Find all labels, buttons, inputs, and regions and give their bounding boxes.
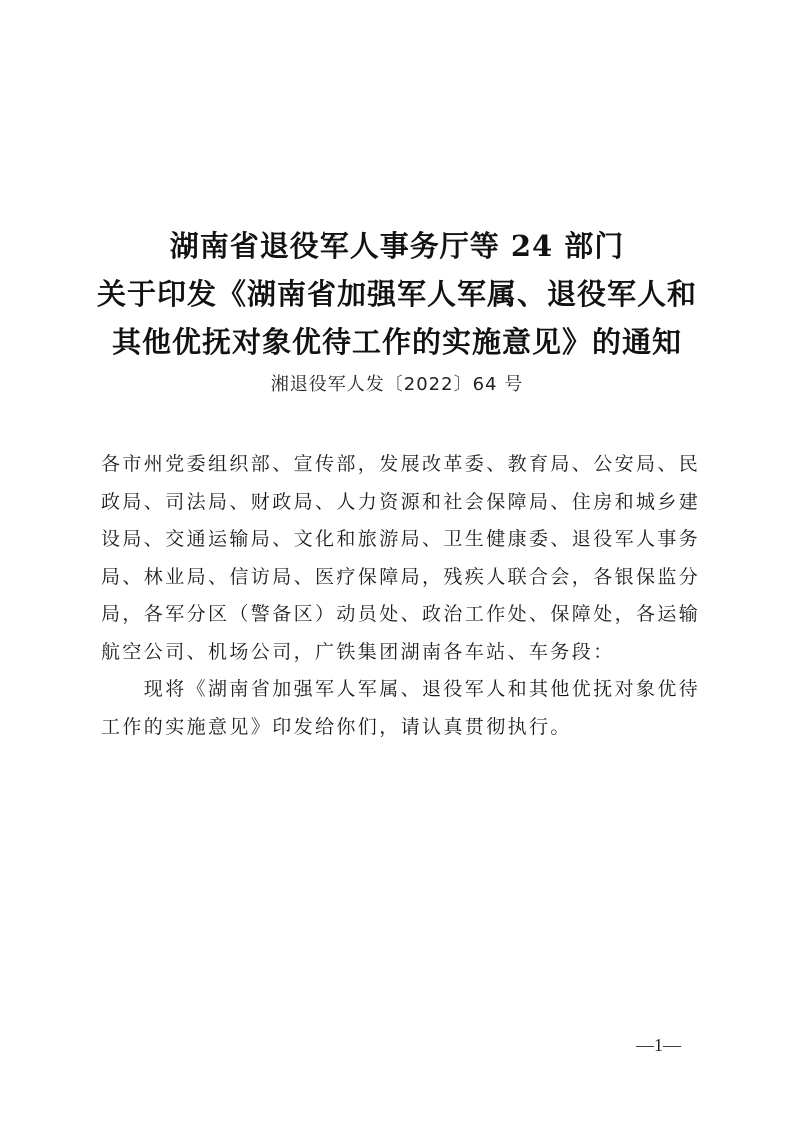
body-line-5: 局，各军分区（警备区）动员处、政治工作处、保障处，各运输	[101, 603, 701, 625]
title-line-3: 其他优抚对象优待工作的实施意见》的通知	[111, 325, 682, 359]
body-line-6: 航空公司、机场公司，广铁集团湖南各车站、车务段：	[101, 640, 615, 663]
body-line-7: 现将《湖南省加强军人军属、退役军人和其他优抚对象优待	[101, 678, 701, 700]
body-line-3: 设局、交通运输局、文化和旅游局、卫生健康委、退役军人事务	[101, 528, 701, 550]
body-line-4: 局、林业局、信访局、医疗保障局，残疾人联合会，各银保监分	[101, 565, 701, 588]
page-number: —1—	[636, 1035, 681, 1055]
body-line-2: 政局、司法局、财政局、人力资源和社会保障局、住房和城乡建	[101, 490, 701, 513]
document-title	[0, 222, 794, 366]
title-line-2: 关于印发《湖南省加强军人军属、退役军人和	[96, 277, 697, 311]
document-body	[101, 446, 701, 746]
body-line-1: 各市州党委组织部、宣传部，发展改革委、教育局、公安局、民	[101, 453, 701, 475]
title-line-1: 湖南省退役军人事务厅等 24 部门	[169, 229, 625, 263]
body-line-8: 工作的实施意见》印发给你们，请认真贯彻执行。	[101, 715, 572, 738]
document-number: 湘退役军人发〔2022〕64 号	[270, 374, 524, 395]
